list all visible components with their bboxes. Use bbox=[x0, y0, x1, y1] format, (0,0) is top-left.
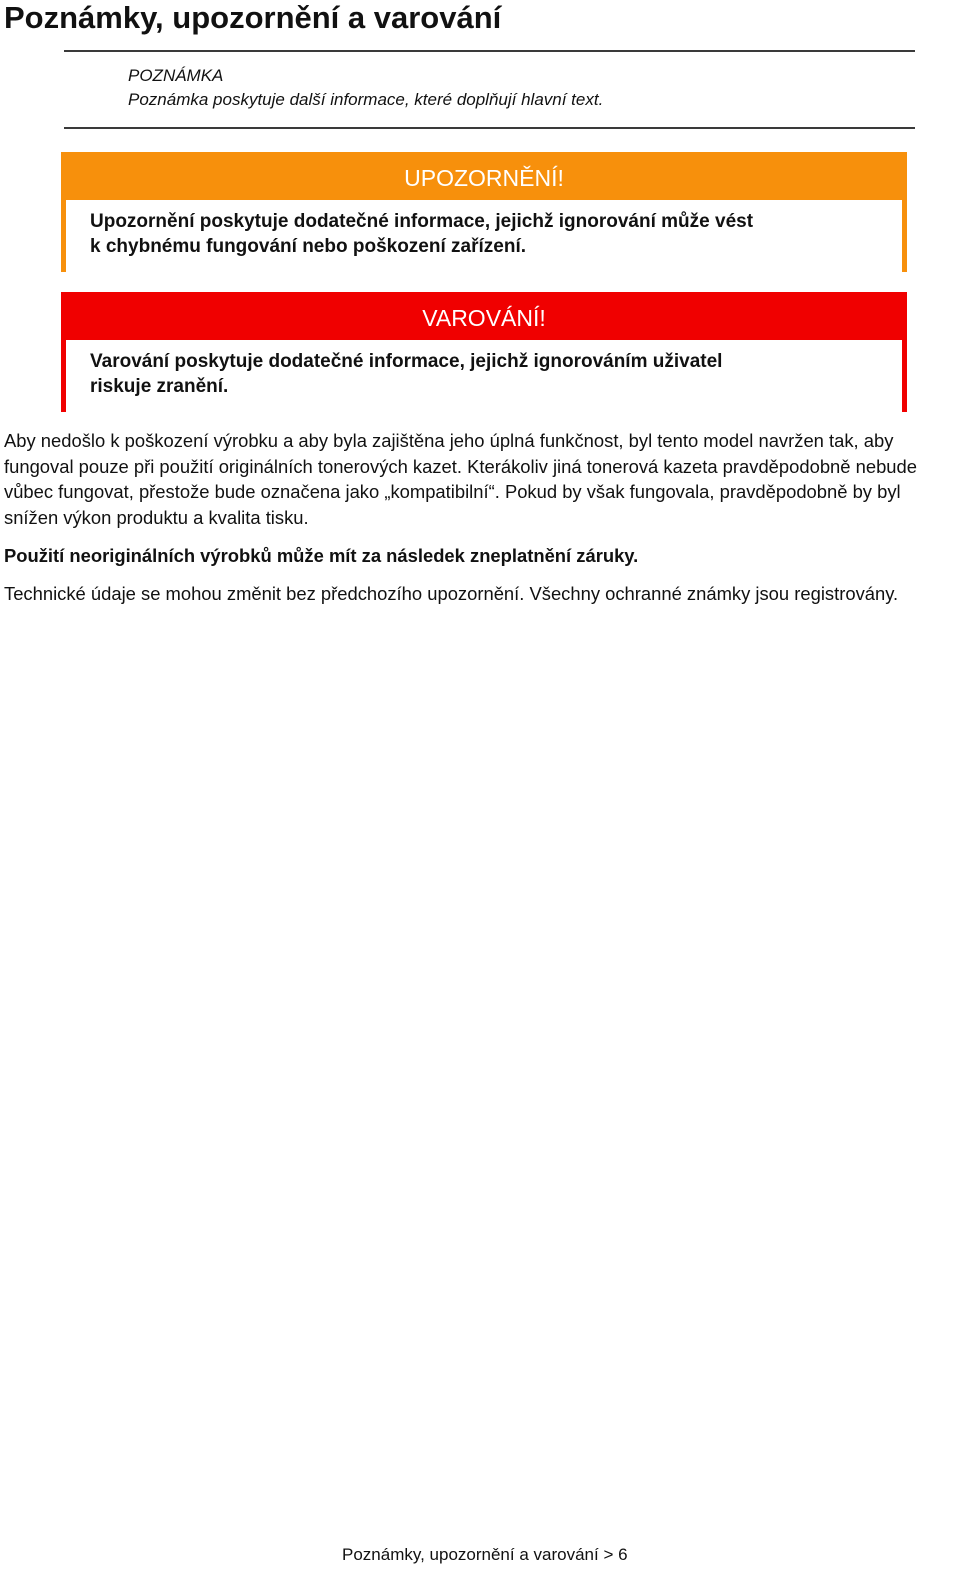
caution-text-line: k chybnému fungování nebo poškození zařízení. bbox=[90, 236, 527, 257]
specs-paragraph: Technické údaje se mohou změnit bez předchozího upozornění. Všechny ochranné známky jsou registrovány. bbox=[4, 583, 899, 604]
warning-text-line: Varování poskytuje dodatečné informace, jejichž ignorováním uživatel bbox=[90, 351, 723, 372]
toner-paragraph: Aby nedošlo k poškození výrobku a aby byla zajištěna jeho úplná funkčnost, byl tento model navržen tak, aby fungoval pouze při použití originálních tonerových kazet. Kterákoliv jiná tonerová kazeta pravděpodobně nebude vůbec fungovat, přestože bude označena jako „kompatibilní“. Pokud by však fungovala, pravděpodobně by byl snížen výkon produktu a kvalita tisku. bbox=[4, 430, 917, 528]
note-block bbox=[128, 64, 603, 112]
note-label: POZNÁMKA bbox=[128, 66, 224, 85]
note-top-divider bbox=[64, 50, 915, 52]
caution-box bbox=[61, 152, 907, 272]
warning-heading: VAROVÁNÍ! bbox=[66, 297, 902, 340]
warranty-paragraph: Použití neoriginálních výrobků může mít za následek zneplatnění záruky. bbox=[4, 545, 639, 566]
note-text: Poznámka poskytuje další informace, které doplňují hlavní text. bbox=[128, 90, 604, 109]
page-title: Poznámky, upozornění a varování bbox=[4, 0, 502, 35]
note-bottom-divider bbox=[64, 127, 915, 129]
caution-text bbox=[66, 200, 902, 272]
caution-heading: UPOZORNĚNÍ! bbox=[66, 157, 902, 200]
warning-text bbox=[66, 340, 902, 412]
caution-text-line: Upozornění poskytuje dodatečné informace, jejichž ignorování může vést bbox=[90, 211, 754, 232]
page-footer: Poznámky, upozornění a varování > 6 bbox=[342, 1545, 628, 1564]
warning-box bbox=[61, 292, 907, 412]
warning-text-line: riskuje zranění. bbox=[90, 376, 229, 397]
